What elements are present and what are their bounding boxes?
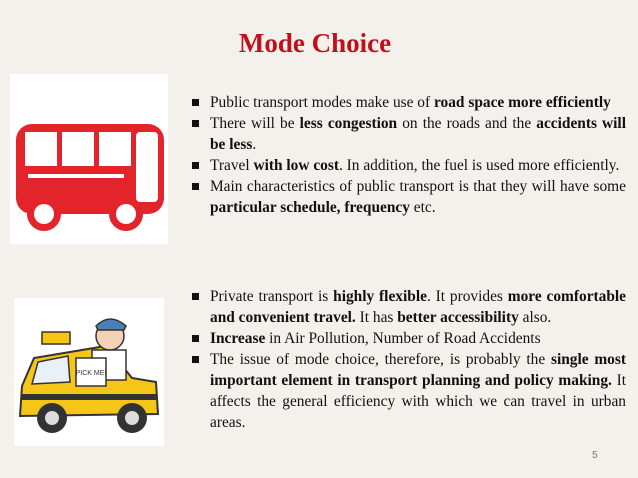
bold-text: more comfortable and convenient travel. [210,288,627,326]
text: in Air Pollution, Number of Road Accidents [265,330,541,347]
bold-text: less congestion [299,115,398,132]
text: Travel [210,157,254,174]
bus-icon [10,74,168,244]
bold-text: road space more efficiently [433,94,611,111]
bullet-item [190,113,626,155]
bold-text: particular schedule, frequency [210,199,410,216]
bullet-marker-icon [192,293,199,300]
bullet-item [190,155,626,176]
bullet-item [190,92,626,113]
bullet-marker-icon [192,162,199,169]
bus-image [10,74,168,244]
bold-text: highly flexible [333,288,427,305]
taxi-image [14,298,164,446]
private-transport-list [190,286,626,433]
text: . In addition, the fuel is used more efficiently. [338,157,620,174]
bullet-item [190,176,626,218]
bullet-item [190,286,626,328]
bullet-marker-icon [192,335,199,342]
bold-text: with low cost [253,157,339,174]
text: The issue of mode choice, therefore, is probably the [210,351,551,368]
bullet-item [190,328,626,349]
text: on the roads and the [397,115,537,132]
text: Public transport modes make use of [210,94,434,111]
taxi-icon [14,298,164,446]
text: . It provides [426,288,508,305]
text: etc. [409,199,436,216]
text: Private transport is [210,288,334,305]
bullet-marker-icon [192,120,199,127]
text: It affects the general efficiency with which we can travel in urban areas. [210,372,626,431]
slide-title: Mode Choice [238,28,392,58]
bullet-marker-icon [192,183,199,190]
bold-text: accidents will be less [210,115,626,153]
page-number: 5 [592,450,598,461]
taxi-sign-text: PICK ME! [75,370,107,377]
public-transport-list [190,92,626,218]
bold-text: Increase [210,330,266,347]
text: Main characteristics of public transport is that they will have some [210,178,626,195]
bullet-item [190,349,626,433]
text: There will be [210,115,300,132]
bold-text: better accessibility [397,309,519,326]
bullet-marker-icon [192,356,199,363]
bold-text: single most important element in transport planning and policy making. [210,351,626,389]
text: It has [355,309,398,326]
text: . [252,136,257,153]
text: also. [518,309,552,326]
bullet-marker-icon [192,99,199,106]
